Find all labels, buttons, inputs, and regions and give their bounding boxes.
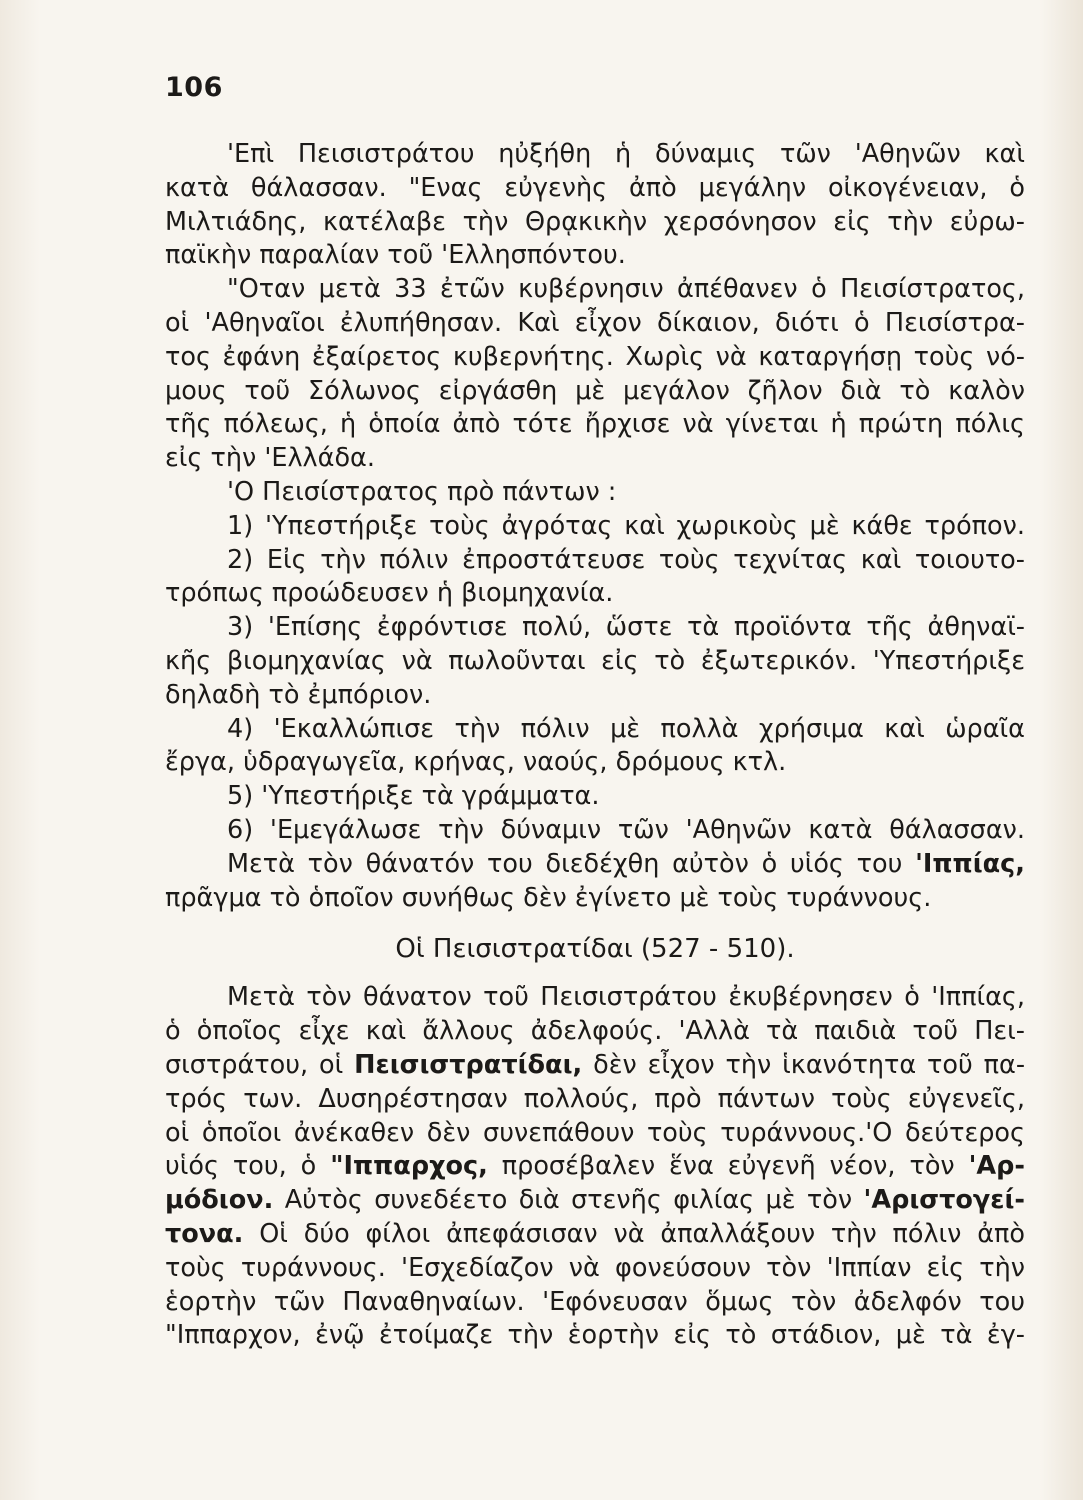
list-intro: 'Ο Πεισίστρατος πρὸ πάντων : bbox=[227, 476, 617, 507]
text-run: δὲν εἶχον τὴν ἱκανότητα τοῦ πα- bbox=[593, 1049, 1026, 1080]
text-line: κατὰ θάλασσαν. "Ενας εὐγενὴς ἀπὸ μεγάλην οἰκογένειαν, ὁ bbox=[165, 172, 1025, 203]
list-item-3: 3) 'Επίσης ἐφρόντισε πολύ, ὥστε τὰ προϊόντα τῆς ἀθηναϊ- bbox=[227, 612, 1025, 643]
name-aristogeiton: 'Αριστογεί- bbox=[863, 1185, 1026, 1216]
list-item-4-cont: ἔργα, ὑδραγωγεῖα, κρήνας, ναούς, δρόμους κτλ. bbox=[165, 747, 787, 778]
name-hipparchos: "Ιππαρχος, bbox=[330, 1151, 488, 1182]
text-run: Μετὰ τὸν θάνατόν του διεδέχθη αὐτὸν ὁ υἱός του bbox=[227, 848, 903, 879]
name-harmodios-cont: μόδιον. bbox=[165, 1185, 274, 1216]
text-line bbox=[165, 1049, 1025, 1083]
text-line: ἑορτὴν τῶν Παναθηναίων. 'Εφόνευσαν ὅμως τὸν ἀδελφόν του bbox=[165, 1286, 1025, 1317]
text-run: Αὐτὸς συνεδέετο διὰ στενῆς φιλίας μὲ τὸν bbox=[284, 1185, 853, 1216]
name-harmodios: 'Αρ- bbox=[968, 1151, 1025, 1182]
text-line: οἱ 'Αθηναῖοι ἐλυπήθησαν. Καὶ εἶχον δίκαιον, διότι ὁ Πεισίστρα- bbox=[165, 307, 1025, 338]
body-text bbox=[165, 138, 1025, 1353]
text-run: Οἱ δύο φίλοι ἀπεφάσισαν νὰ ἀπαλλάξουν τὴν πόλιν ἀπὸ bbox=[259, 1218, 1025, 1249]
text-line bbox=[165, 848, 1025, 882]
text-line: πρᾶγμα τὸ ὁποῖον συνήθως δὲν ἐγίνετο μὲ τοὺς τυράννους. bbox=[165, 882, 932, 913]
list-item-1: 1) 'Υπεστήριξε τοὺς ἀγρότας καὶ χωρικοὺς μὲ κάθε τρόπον. bbox=[227, 510, 1025, 541]
text-line bbox=[165, 1218, 1025, 1252]
text-line: εἰς τὴν 'Ελλάδα. bbox=[165, 443, 375, 474]
text-line: τος ἐφάνη ἐξαίρετος κυβερνήτης. Χωρὶς νὰ καταργήσῃ τοὺς νό- bbox=[165, 341, 1025, 372]
text-line bbox=[165, 1150, 1025, 1184]
paragraph-death-of-peisistratos bbox=[165, 273, 1025, 476]
text-line: 'Επὶ Πεισιστράτου ηὐξήθη ἡ δύναμις τῶν 'Αθηνῶν καὶ bbox=[227, 139, 1025, 169]
text-line bbox=[165, 1184, 1025, 1218]
text-line: μους τοῦ Σόλωνος εἰργάσθη μὲ μεγάλον ζῆλον διὰ τὸ καλὸν bbox=[165, 375, 1025, 406]
page-number: 106 bbox=[165, 72, 223, 103]
text-run: προσέβαλεν ἕνα εὐγενῆ νέον, τὸν bbox=[501, 1151, 955, 1182]
paragraph-peisistratidai bbox=[165, 981, 1025, 1353]
list-item-2-cont: τρόπως προώδευσεν ἡ βιομηχανία. bbox=[165, 578, 614, 609]
text-line: "Οταν μετὰ 33 ἐτῶν κυβέρνησιν ἀπέθανεν ὁ Πεισίστρατος, bbox=[227, 274, 1025, 305]
name-peisistratidai: Πεισιστρατίδαι, bbox=[354, 1049, 583, 1080]
text-run: σιστράτου, οἱ bbox=[165, 1049, 344, 1080]
list-item-2: 2) Εἰς τὴν πόλιν ἐπροστάτευσε τοὺς τεχνίτας καὶ τοιουτο- bbox=[227, 544, 1025, 575]
name-hippias: 'Ιππίας, bbox=[915, 848, 1025, 879]
section-heading: Οἱ Πεισιστρατίδαι (527 - 510). bbox=[395, 934, 795, 965]
paragraph-hippias-succession bbox=[165, 848, 1025, 916]
text-line: τρός των. Δυσηρέστησαν πολλούς, πρὸ πάντων τοὺς εὐγενεῖς, bbox=[165, 1083, 1025, 1114]
paragraph-thrace bbox=[165, 138, 1025, 273]
list-item-5: 5) 'Υπεστήριξε τὰ γράμματα. bbox=[227, 781, 600, 812]
text-line: Μετὰ τὸν θάνατον τοῦ Πεισιστράτου ἐκυβέρνησεν ὁ 'Ιππίας, bbox=[227, 982, 1025, 1013]
list-item-4: 4) 'Εκαλλώπισε τὴν πόλιν μὲ πολλὰ χρήσιμα καὶ ὡραῖα bbox=[227, 713, 1025, 744]
text-line: ὁ ὁποῖος εἶχε καὶ ἄλλους ἀδελφούς. 'Αλλὰ τὰ παιδιὰ τοῦ Πει- bbox=[165, 1016, 1025, 1047]
text-line: "Ιππαρχον, ἐνῷ ἐτοίμαζε τὴν ἑορτὴν εἰς τὸ στάδιον, μὲ τὰ ἐγ- bbox=[165, 1320, 1025, 1351]
name-aristogeiton-cont: τονα. bbox=[165, 1218, 244, 1249]
list-item-3-cont: δηλαδὴ τὸ ἐμπόριον. bbox=[165, 679, 432, 710]
list-item-6: 6) 'Εμεγάλωσε τὴν δύναμιν τῶν 'Αθηνῶν κατὰ θάλασσαν. bbox=[227, 814, 1025, 845]
text-line: παϊκὴν παραλίαν τοῦ 'Ελλησπόντου. bbox=[165, 240, 626, 271]
text-line: τῆς πόλεως, ἡ ὁποία ἀπὸ τότε ἤρχισε νὰ γίνεται ἡ πρώτη πόλις bbox=[165, 409, 1025, 440]
text-run: υἱός του, ὁ bbox=[165, 1151, 317, 1182]
list-item-3-cont: κῆς βιομηχανίας νὰ πωλοῦνται εἰς τὸ ἐξωτερικόν. 'Υπεστήριξε bbox=[165, 645, 1025, 676]
text-line: οἱ ὁποῖοι ἀνέκαθεν δὲν συνεπάθουν τοὺς τυράννους.'Ο δεύτερος bbox=[165, 1117, 1025, 1148]
text-line: Μιλτιάδης, κατέλαβε τὴν Θρᾳκικὴν χερσόνησον εἰς τὴν εὐρω- bbox=[165, 206, 1025, 237]
numbered-list bbox=[165, 510, 1025, 848]
text-line: τοὺς τυράννους. 'Εσχεδίαζον νὰ φονεύσουν τὸν 'Ιππίαν εἰς τὴν bbox=[165, 1252, 1025, 1283]
